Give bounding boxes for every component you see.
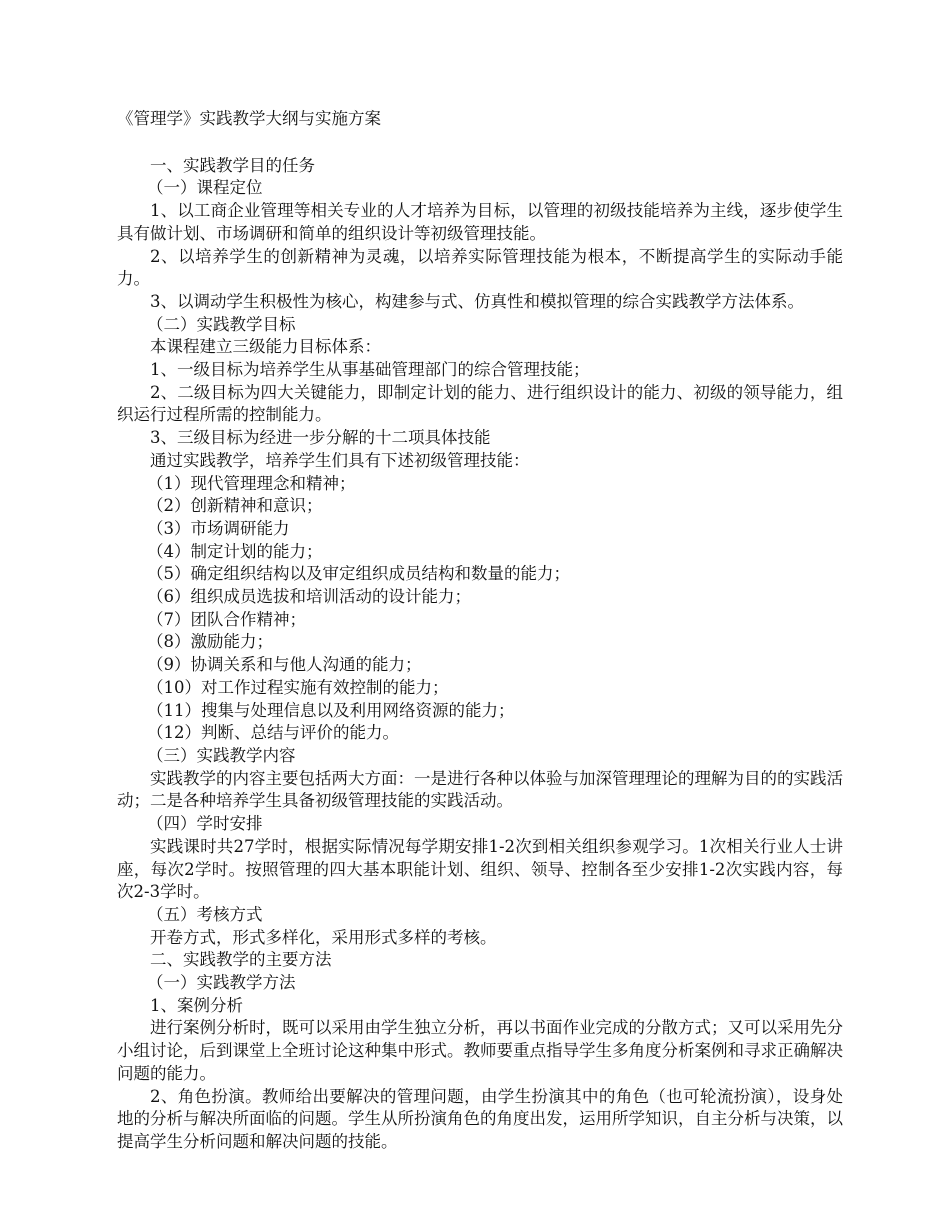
paragraph: （2）创新精神和意识； (147, 496, 323, 516)
paragraph: （三）实践教学内容 (147, 745, 296, 765)
paragraph: （3）市场调研能力 (147, 518, 290, 538)
paragraph: （五）考核方式 (147, 904, 263, 924)
paragraph: （4）制定计划的能力； (147, 541, 323, 561)
paragraph: 1、一级目标为培养学生从事基础管理部门的综合管理技能； (150, 360, 590, 380)
paragraph: （一）实践教学方法 (147, 973, 296, 993)
paragraph: 3、三级目标为经进一步分解的十二项具体技能 (150, 428, 491, 448)
paragraph: （1）现代管理理念和精神； (147, 473, 356, 493)
paragraph: 开卷方式，形式多样化，采用形式多样的考核。 (150, 927, 497, 947)
document-body (117, 155, 843, 1154)
paragraph: 2、角色扮演。教师给出要解决的管理问题，由学生扮演其中的角色（也可轮流扮演），设身处地的分析与解决所面临的问题。学生从所扮演角色的角度出发，运用所学知识，自主分析与决策，以提高学生分析问题和解决问题的技能。 (117, 1086, 843, 1151)
paragraph: 实践课时共27学时，根据实际情况每学期安排1-2次到相关组织参观学习。1次相关行业人士讲座，每次2学时。按照管理的四大基本职能计划、组织、领导、控制各至少安排1-2次实践内容，每次2-3学时。 (117, 836, 843, 902)
paragraph: 实践教学的内容主要包括两大方面：一是进行各种以体验与加深管理理论的理解为目的的实践活动；二是各种培养学生具备初级管理技能的实践活动。 (117, 768, 843, 811)
paragraph: 3、以调动学生积极性为核心，构建参与式、仿真性和模拟管理的综合实践教学方法体系。 (150, 291, 804, 311)
paragraph: （7）团队合作精神； (147, 609, 306, 629)
paragraph: （10）对工作过程实施有效控制的能力； (147, 677, 449, 697)
paragraph: 二、实践教学的主要方法 (150, 950, 332, 970)
paragraph: （四）学时安排 (147, 814, 263, 834)
paragraph: （11）搜集与处理信息以及利用网络资源的能力； (147, 700, 515, 720)
paragraph: 1、以工商企业管理等相关专业的人才培养为目标，以管理的初级技能培养为主线，逐步使学生具有做计划、市场调研和简单的组织设计等初级管理技能。 (117, 201, 843, 243)
paragraph: （5）确定组织结构以及审定组织成员结构和数量的能力； (147, 564, 570, 584)
paragraph: （6）组织成员选拔和培训活动的设计能力； (147, 587, 471, 607)
document-title: 《管理学》实践教学大纲与实施方案 (117, 109, 381, 128)
paragraph: （二）实践教学目标 (147, 314, 296, 334)
paragraph: 通过实践教学，培养学生们具有下述初级管理技能： (150, 450, 530, 470)
paragraph: 进行案例分析时，既可以采用由学生独立分析，再以书面作业完成的分散方式；又可以采用先分小组讨论，后到课堂上全班讨论这种集中形式。教师要重点指导学生多角度分析案例和寻求正确解决问题的能力。 (117, 1018, 843, 1083)
document-page (117, 108, 843, 1154)
paragraph: 1、案例分析 (150, 995, 243, 1015)
paragraph: （一）课程定位 (147, 178, 263, 198)
paragraph: 一、实践教学目的任务 (150, 155, 315, 175)
paragraph: （8）激励能力； (147, 632, 273, 652)
paragraph: （12）判断、总结与评价的能力。 (147, 723, 399, 743)
paragraph: 2、二级目标为四大关键能力，即制定计划的能力、进行组织设计的能力、初级的领导能力，组织运行过程所需的控制能力。 (117, 382, 843, 425)
paragraph: 2、以培养学生的创新精神为灵魂，以培养实际管理技能为根本，不断提高学生的实际动手能力。 (117, 246, 843, 289)
paragraph: （9）协调关系和与他人沟通的能力； (147, 655, 422, 675)
paragraph: 本课程建立三级能力目标体系： (150, 337, 381, 357)
